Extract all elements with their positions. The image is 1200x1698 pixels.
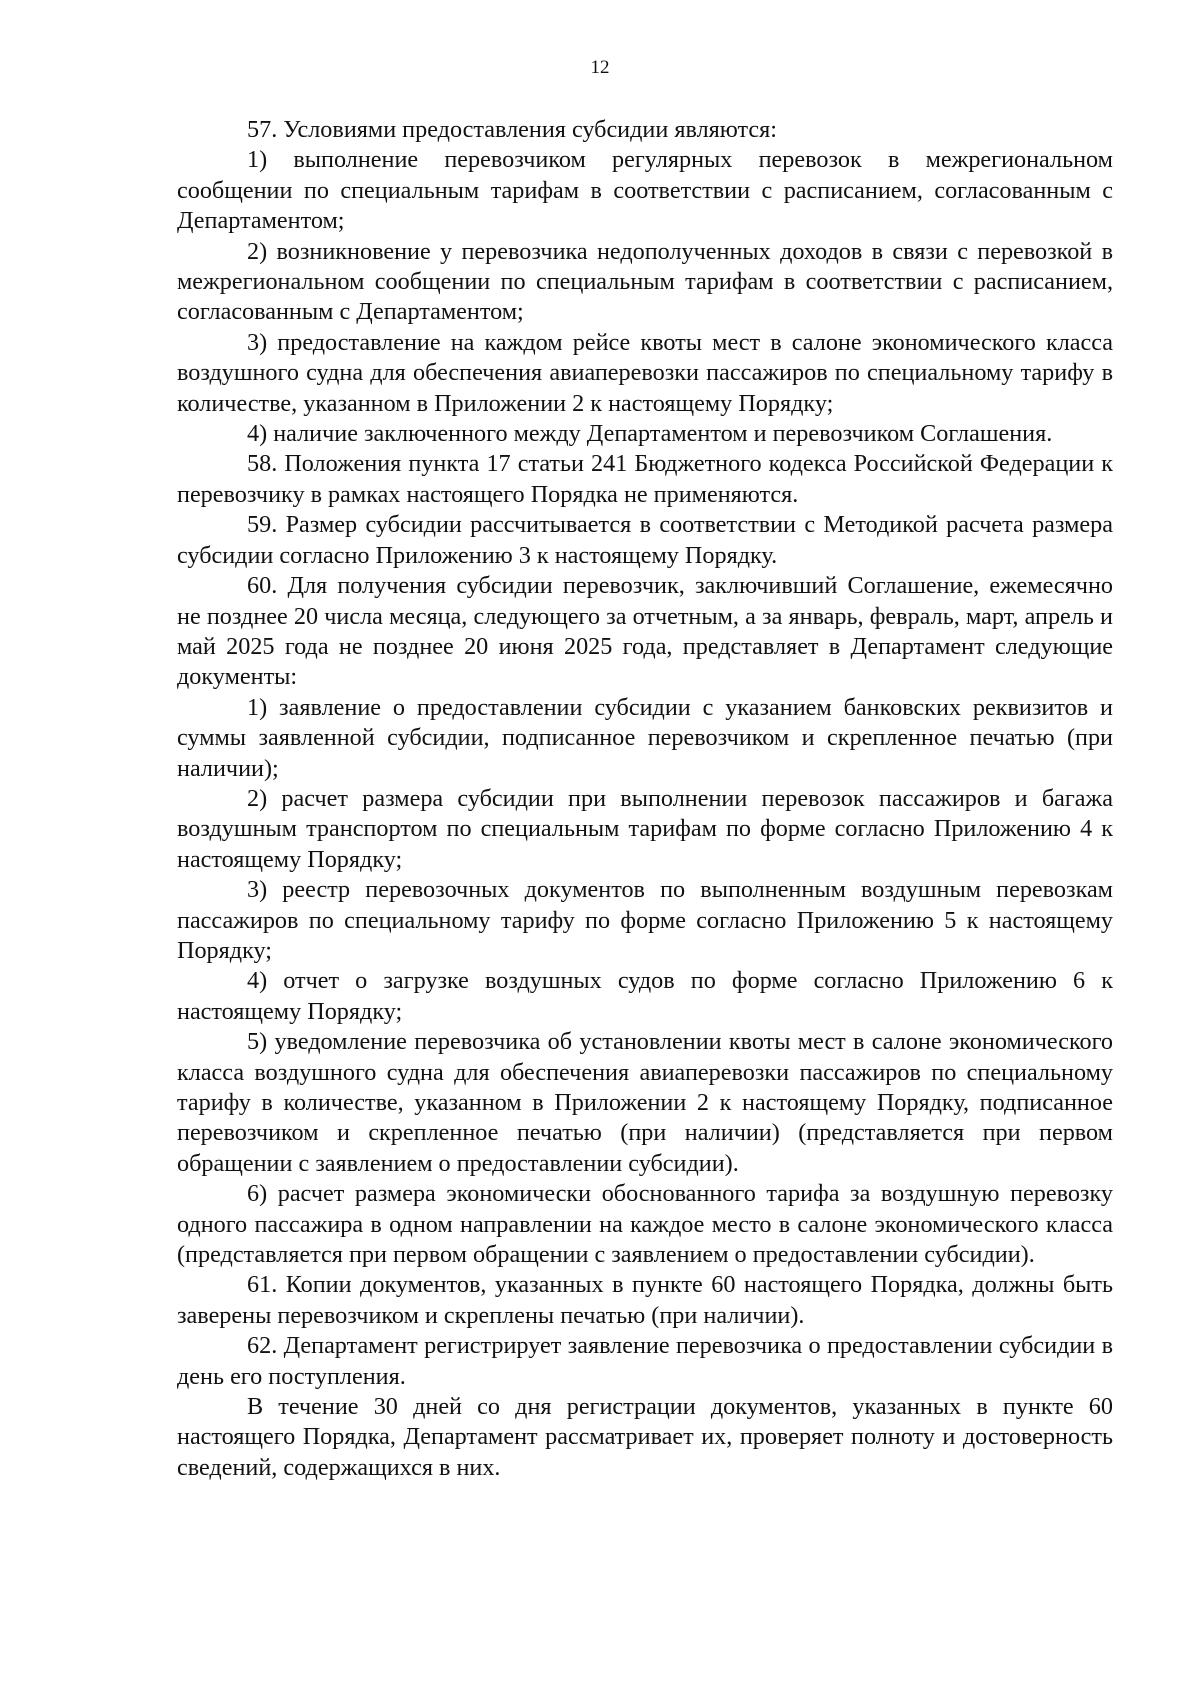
paragraph-60: 60. Для получения субсидии перевозчик, заключивший Соглашение, ежемесячно не позднее 20 числа месяца, следующего за отчетным, а за январь, февраль, март, апрель и май 2025 года не позднее 20 июня 2025 года, представляет в Департамент следующие документы: <box>177 572 1113 691</box>
paragraph-62-continued: В течение 30 дней со дня регистрации документов, указанных в пункте 60 настоящего Порядка, Департамент рассматривает их, проверяет полноту и достоверность сведений, содержащихся в них. <box>177 1393 1113 1481</box>
paragraph-60-item-2: 2) расчет размера субсидии при выполнении перевозок пассажиров и багажа воздушным транспортом по специальным тарифам по форме согласно Приложению 4 к настоящему Порядку; <box>177 784 1113 873</box>
paragraph-57-item-1: 1) выполнение перевозчиком регулярных перевозок в межрегиональном сообщении по специальным тарифам в соответствии с расписанием, согласованным с Департаментом; <box>177 146 1113 235</box>
paragraph-60-item-6: 6) расчет размера экономически обоснованного тарифа за воздушную перевозку одного пассажира в одном направлении на каждое место в салоне экономического класса (представляется при первом обращении с заявлением о предоставлении субсидии). <box>177 1180 1113 1269</box>
paragraph-57-item-2: 2) возникновение у перевозчика недополученных доходов в связи с перевозкой в межрегиональном сообщении по специальным тарифам в соответствии с расписанием, согласованным с Департаментом; <box>177 237 1113 326</box>
paragraph-62: 62. Департамент регистрирует заявление перевозчика о предоставлении субсидии в день его поступления. <box>177 1332 1113 1390</box>
paragraph-60-item-5: 5) уведомление перевозчика об установлении квоты мест в салоне экономического класса воздушного судна для обеспечения авиаперевозки пассажиров по специальному тарифу в количестве, указанном в Приложении 2 к настоящему Порядку, подписанное перевозчиком и скрепленное печатью (при наличии) (представляется при первом обращении с заявлением о предоставлении субсидии). <box>177 1028 1113 1177</box>
paragraph-58: 58. Положения пункта 17 статьи 241 Бюджетного кодекса Российской Федерации к перевозчику в рамках настоящего Порядка не применяются. <box>177 450 1113 508</box>
paragraph-59: 59. Размер субсидии рассчитывается в соответствии с Методикой расчета размера субсидии согласно Приложению 3 к настоящему Порядку. <box>177 511 1113 569</box>
paragraph-60-item-1: 1) заявление о предоставлении субсидии с указанием банковских реквизитов и суммы заявленной субсидии, подписанное перевозчиком и скрепленное печатью (при наличии); <box>177 693 1113 782</box>
paragraph-57: 57. Условиями предоставления субсидии являются: <box>247 116 777 143</box>
paragraph-60-item-3: 3) реестр перевозочных документов по выполненным воздушным перевозкам пассажиров по специальному тарифу по форме согласно Приложению 5 к настоящему Порядку; <box>177 876 1113 964</box>
paragraph-57-item-3: 3) предоставление на каждом рейсе квоты мест в салоне экономического класса воздушного судна для обеспечения авиаперевозки пассажиров по специальному тарифу в количестве, указанном в Приложении 2 к настоящему Порядку; <box>177 328 1113 417</box>
document-body <box>177 115 1113 1483</box>
paragraph-60-item-4: 4) отчет о загрузке воздушных судов по форме согласно Приложению 6 к настоящему Порядку; <box>177 967 1113 1025</box>
paragraph-61: 61. Копии документов, указанных в пункте 60 настоящего Порядка, должны быть заверены перевозчиком и скреплены печатью (при наличии). <box>177 1271 1113 1329</box>
page-number: 12 <box>590 57 610 78</box>
paragraph-57-item-4: 4) наличие заключенного между Департаментом и перевозчиком Соглашения. <box>247 420 1053 448</box>
